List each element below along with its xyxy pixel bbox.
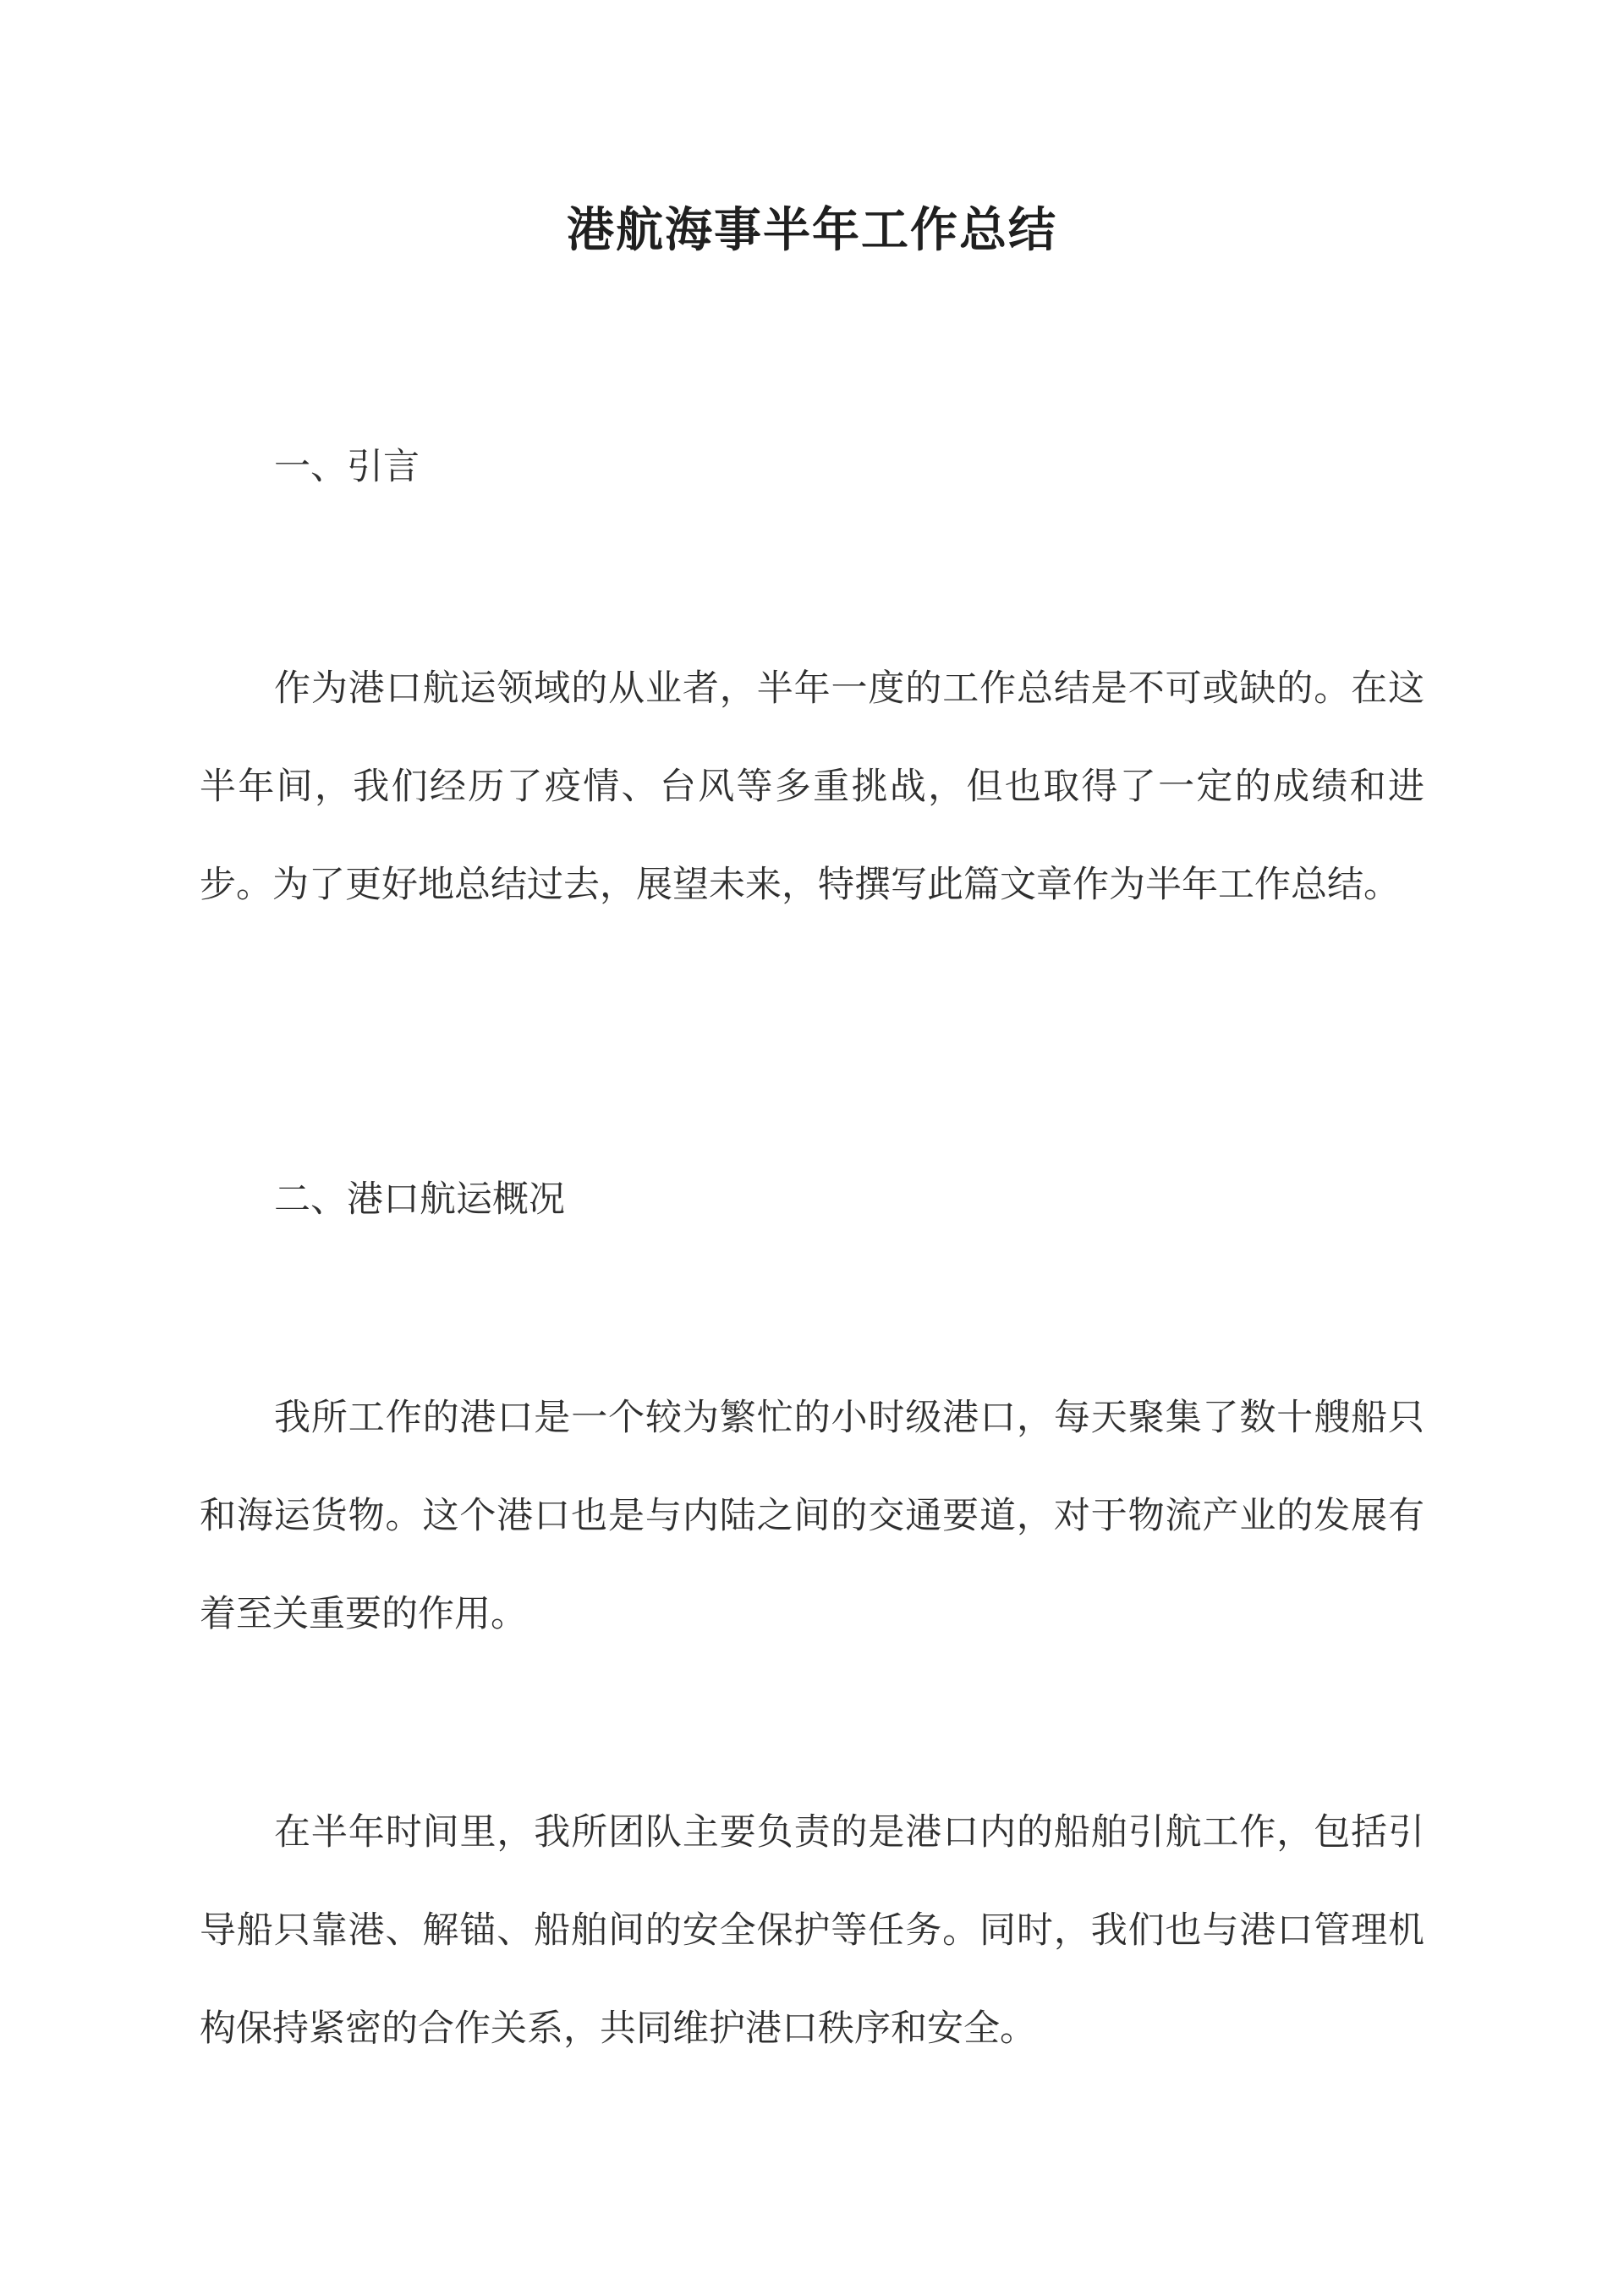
section-heading-port-overview: 二、港口航运概况 <box>274 1178 565 1221</box>
document-title: 港航海事半年工作总结 <box>567 202 1057 258</box>
paragraph-introduction: 作为港口航运领域的从业者，半年一度的工作总结是不可或缺的。在这半年间，我们经历了疫情、台风等多重挑战，但也取得了一定的成绩和进步。为了更好地总结过去，展望未来，特撰写此篇文章作为半年工作总结。 <box>200 667 1424 906</box>
section-heading-introduction: 一、引言 <box>274 446 420 488</box>
paragraph-port-overview-1: 我所工作的港口是一个较为繁忙的小时级港口，每天聚集了数十艘船只和海运货物。这个港口也是与内陆之间的交通要道，对于物流产业的发展有着至关重要的作用。 <box>200 1397 1424 1635</box>
paragraph-port-overview-2: 在半年时间里，我所团队主要负责的是港口内的船舶引航工作，包括引导船只靠港、解锚、船舶间的安全保护等任务。同时，我们也与港口管理机构保持紧密的合作关系，共同维护港口秩序和安全。 <box>200 1811 1424 2050</box>
